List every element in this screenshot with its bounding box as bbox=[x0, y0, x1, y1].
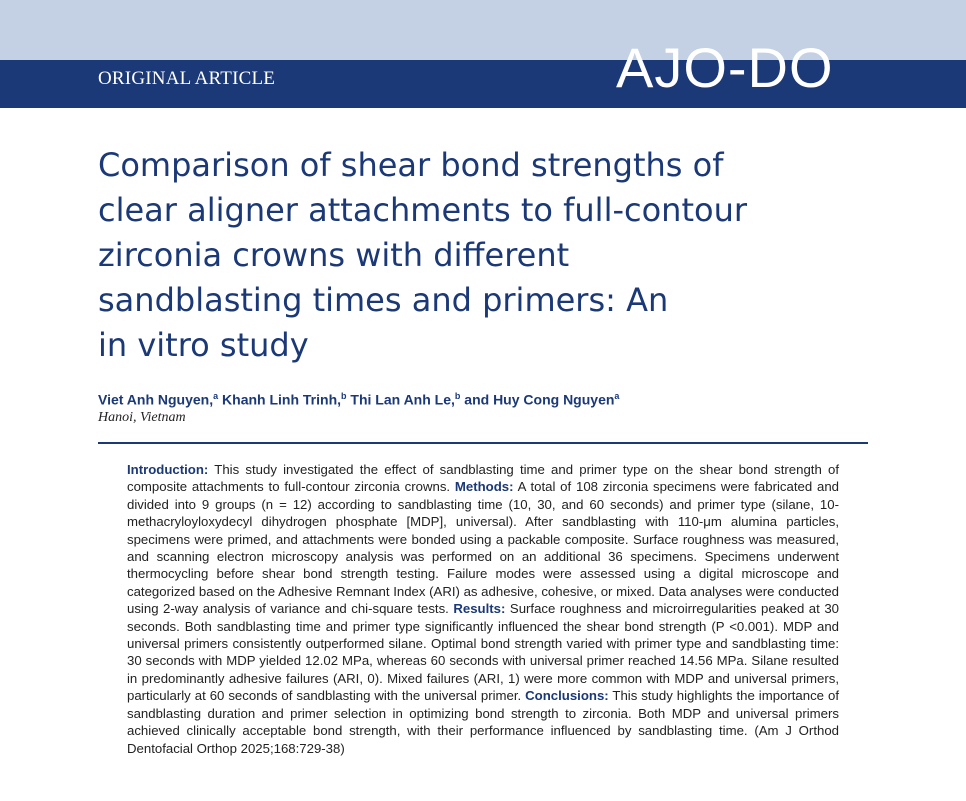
journal-logo: AJO-DO bbox=[616, 36, 834, 99]
title-line: sandblasting times and primers: An bbox=[98, 281, 669, 319]
author-name: Khanh Linh Trinh, bbox=[218, 391, 342, 408]
abstract-section-text: This study highlights the importance of sandblasting duration and primer selection in optimizing bond strength to zirconia. Both MDP and universal primers achieved clinically acceptable bond strength, with their performance influenced by sandblasting time. (Am J Orthod Dentofacial Orthop 2025;168:729-38) bbox=[127, 688, 839, 756]
author-affiliation-mark: a bbox=[614, 391, 620, 401]
author-name: and Huy Cong Nguyen bbox=[460, 391, 615, 408]
title-line: zirconia crowns with different bbox=[98, 236, 570, 274]
abstract-section-text: A total of 108 zirconia specimens were fabricated and divided into 9 groups (n = 12) according to sandblasting time (10, 30, and 60 seconds) and primer type (silane, 10-methacryloyloxydecyl dihydrogen phosphate [MDP], universal). After sandblasting with 110-μm alumina particles, specimens were primed, and attachments were bonded using a packable composite. Surface roughness was measured, and scanning electron microscopy analysis was performed on an additional 36 specimens. Specimens underwent thermocycling before shear bond strength testing. Failure modes were assessed using a digital microscope and categorized based on the Adhesive Remnant Index (ARI) as adhesive, cohesive, or mixed. Data analyses were conducted using 2-way analysis of variance and chi-square tests. bbox=[127, 479, 839, 617]
abstract-section-text: Surface roughness and microirregularities peaked at 30 seconds. Both sandblasting time and primer type significantly influenced the shear bond strength (P <0.001). MDP and universal primers consistently outperformed silane. Optimal bond strength varied with primer type and sandblasting time: 30 seconds with MDP yielded 12.02 MPa, whereas 60 seconds with universal primer reached 14.56 MPa. Silane resulted in predominantly adhesive failures (ARI, 0). Mixed failures (ARI, 1) were more common with MDP and universal primers, particularly at 60 seconds of sandblasting with the universal primer. bbox=[127, 601, 839, 704]
abstract-section-label: Results: bbox=[453, 601, 506, 617]
affiliation: Hanoi, Vietnam bbox=[98, 410, 186, 425]
abstract-section-text: This study investigated the effect of sandblasting time and primer type on the shear bond strength of composite attachments to full-contour zirconia crowns. bbox=[127, 462, 839, 495]
abstract-section-label: Methods: bbox=[454, 479, 514, 495]
author-affiliation-mark: b bbox=[341, 391, 347, 401]
title-line: Comparison of shear bond strengths of bbox=[98, 146, 724, 184]
title-line: in vitro study bbox=[98, 326, 309, 364]
abstract-section-label: Conclusions: bbox=[525, 688, 609, 704]
abstract-section-label: Introduction: bbox=[127, 462, 209, 477]
article-title bbox=[98, 143, 798, 368]
author-affiliation-mark: a bbox=[213, 391, 219, 401]
author-name: Viet Anh Nguyen, bbox=[98, 391, 214, 408]
abstract bbox=[127, 461, 839, 757]
author-name: Thi Lan Anh Le, bbox=[346, 391, 455, 408]
section-label: ORIGINAL ARTICLE bbox=[98, 68, 276, 89]
author-list bbox=[98, 391, 619, 408]
author-affiliation-mark: b bbox=[454, 391, 461, 401]
title-line: clear aligner attachments to full-contour bbox=[98, 191, 748, 229]
divider bbox=[98, 442, 868, 444]
